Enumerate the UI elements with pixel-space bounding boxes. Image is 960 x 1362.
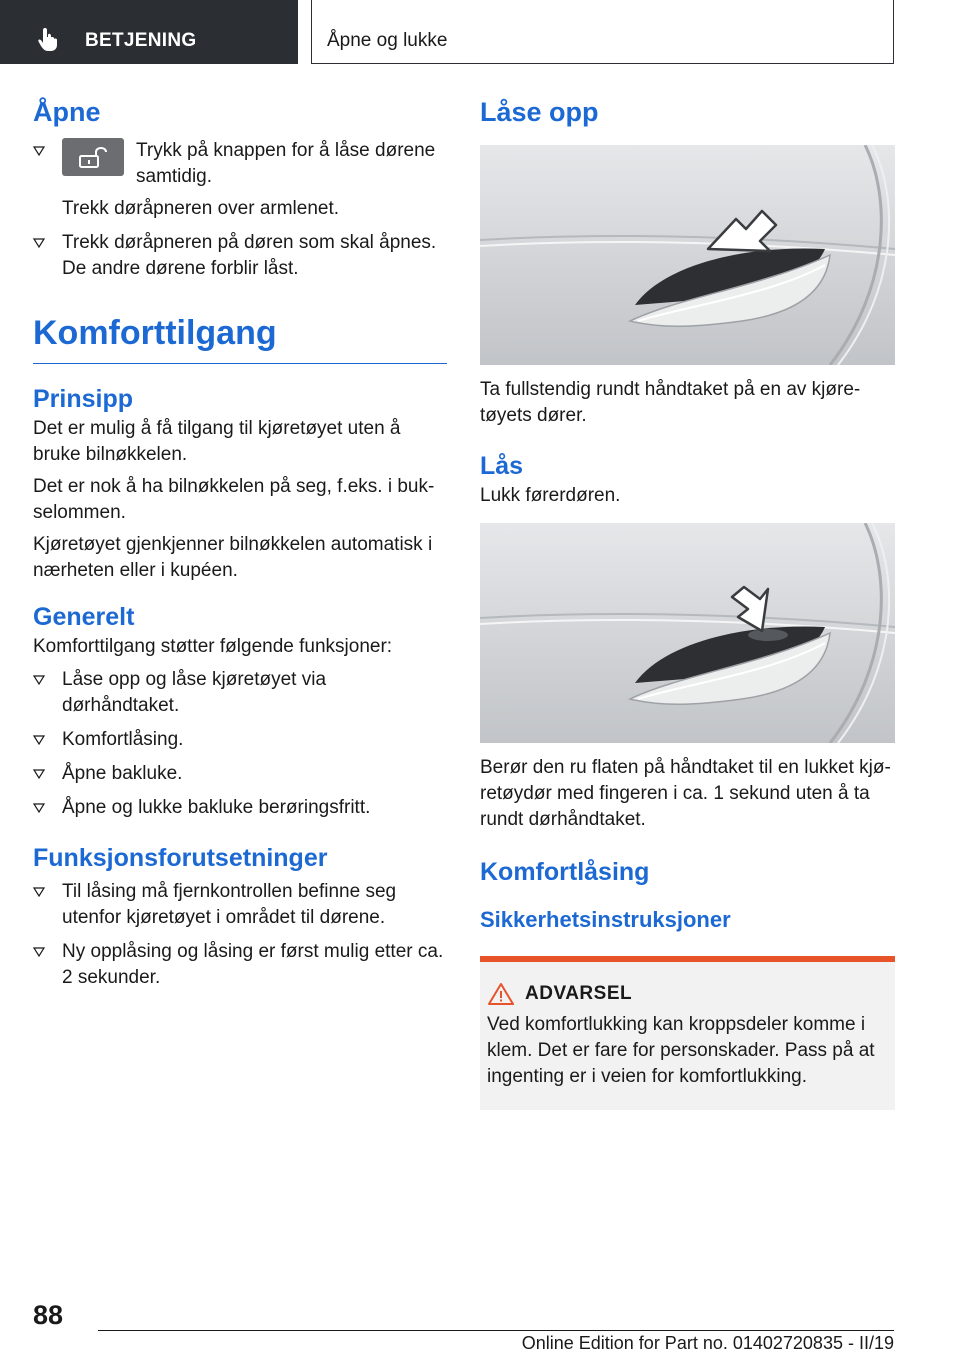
unlock-icon	[76, 146, 110, 168]
triangle-bullet-icon	[33, 735, 45, 745]
warning-triangle-icon	[487, 982, 515, 1006]
warning-text: Ved komfortlukking kan kroppsdeler komme i klem. Det er fare for personskader. Pass på at ingenting er i veien for komfortlukking.	[487, 1013, 875, 1087]
open-list	[33, 138, 447, 282]
warning-title: ADVARSEL	[525, 982, 633, 1004]
heading-open: Åpne	[33, 97, 101, 127]
list-item	[33, 879, 447, 931]
door-handle-lock-photo	[480, 523, 895, 743]
list-item	[33, 761, 447, 787]
triangle-bullet-icon	[33, 947, 45, 957]
list-item	[33, 795, 447, 821]
header-chapter-box	[311, 0, 894, 64]
list-item-continued: Trekk døråpneren over armlenet.	[62, 198, 340, 220]
left-column	[33, 96, 447, 991]
heading-unlock: Låse opp	[480, 97, 599, 127]
heading-lock: Lås	[480, 452, 524, 481]
general-intro: Komforttilgang støtter følgende funksjoner:	[33, 635, 393, 657]
triangle-bullet-icon	[33, 769, 45, 779]
list-item-text: Åpne og lukke bakluke berøringsfritt.	[62, 796, 371, 818]
heading-comfort-access: Komforttilgang	[33, 312, 447, 364]
heading-principle: Prinsipp	[33, 384, 134, 413]
triangle-bullet-icon	[33, 803, 45, 813]
unlock-button-graphic	[62, 138, 124, 176]
warning-box	[480, 956, 895, 1110]
header-section-tab	[0, 0, 298, 64]
list-item-text: Til låsing må fjernkontrollen befinne seg utenfor kjøretøyet i området til dørene.	[62, 880, 397, 928]
right-column	[480, 96, 895, 1110]
list-item-text: Komfortlåsing.	[62, 728, 184, 750]
list-item-text: Trykk på knappen for å låse dørene samtidig.	[136, 140, 436, 188]
triangle-bullet-icon	[33, 146, 45, 156]
list-item	[33, 727, 447, 753]
list-item-text: Åpne bakluke.	[62, 762, 183, 784]
lock-intro: Lukk førerdøren.	[480, 485, 621, 507]
list-item-text: Trekk døråpneren på døren som skal åpnes. De andre dørene forblir låst.	[62, 232, 437, 280]
principle-paragraph-1: Det er mulig å få tilgang til kjøretøyet uten å bruke bilnøkkelen.	[33, 417, 401, 465]
general-list	[33, 667, 447, 821]
lock-text: Berør den ru flaten på håndtaket til en lukket kjø-retøydør med fingeren i ca. 1 sekund uten å ta rundt dørhåndtaket.	[480, 757, 891, 831]
page-number: 88	[33, 1300, 64, 1330]
list-item-text: Ny opplåsing og låsing er først mulig etter ca. 2 sekunder.	[62, 940, 444, 988]
triangle-bullet-icon	[33, 887, 45, 897]
principle-paragraph-2: Det er nok å ha bilnøkkelen på seg, f.eks. i buk-selommen.	[33, 475, 435, 523]
header-chapter-title: Åpne og lukke	[327, 30, 448, 51]
principle-paragraph-3: Kjøretøyet gjenkjenner bilnøkkelen automatisk i nærheten eller i kupéen.	[33, 533, 433, 581]
heading-safety: Sikkerhetsinstruksjoner	[480, 907, 731, 933]
heading-comfort-lock: Komfortlåsing	[480, 858, 650, 887]
footer-edition: Online Edition for Part no. 01402720835 - II/19	[521, 1333, 894, 1353]
prereq-list	[33, 879, 447, 991]
list-item	[33, 230, 447, 282]
footer-divider	[98, 1330, 894, 1331]
heading-general: Generelt	[33, 602, 135, 631]
list-item	[33, 939, 447, 991]
list-item	[33, 138, 447, 222]
triangle-bullet-icon	[33, 238, 45, 248]
header-section-title: BETJENING	[85, 30, 197, 51]
door-handle-unlock-photo	[480, 145, 895, 365]
list-item	[33, 667, 447, 719]
hand-pointer-icon	[36, 26, 62, 52]
unlock-text: Ta fullstendig rundt håndtaket på en av kjøre-tøyets dører.	[480, 379, 861, 427]
heading-prerequisites: Funksjonsforutsetninger	[33, 843, 328, 872]
list-item-text: Låse opp og låse kjøretøyet via dørhåndtaket.	[62, 668, 327, 716]
triangle-bullet-icon	[33, 675, 45, 685]
